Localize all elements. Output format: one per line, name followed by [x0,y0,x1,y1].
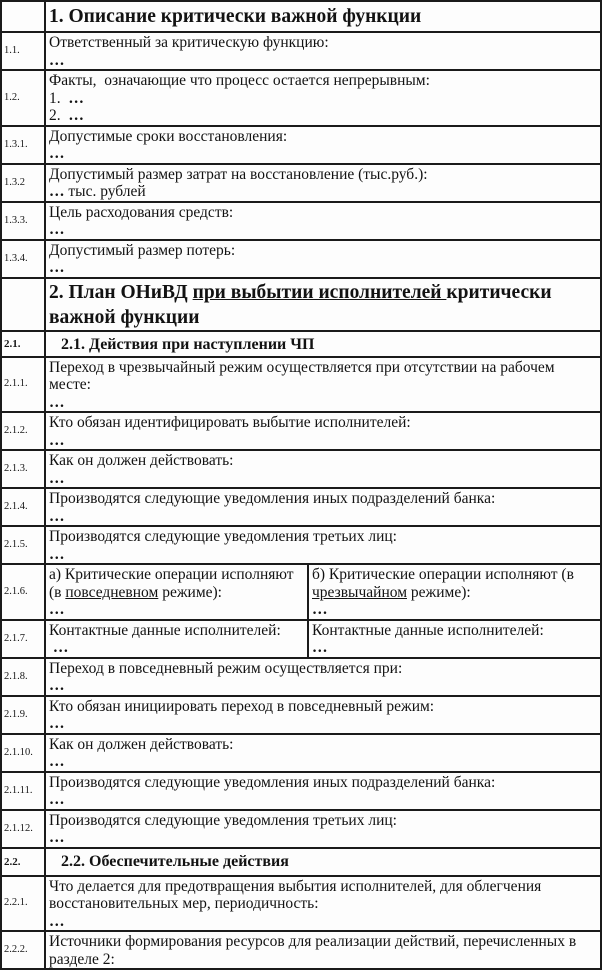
table-row [1,526,601,564]
row-content [45,412,601,450]
row-content [45,357,601,413]
field-placeholder: … [49,791,65,808]
row-number: 2.1.9. [1,696,45,734]
field-placeholder: … [312,639,328,656]
field-label: Кто обязан идентифицировать выбытие исполнителей: [49,414,411,431]
row-content-right [308,620,601,658]
field-placeholder: … [49,829,65,846]
table-row [1,810,601,848]
field-label: Факты, означающие что процесс остается непрерывным: [49,72,430,89]
field-label: Источники формирования ресурсов для реализации действий, перечисленных в разделе 2: [49,933,581,968]
row-content [45,772,601,810]
table-row [1,240,601,278]
row-content [45,696,601,734]
field-label: Ответственный за критическую функцию: [49,34,329,51]
table-row [1,734,601,772]
row-content [45,331,601,357]
row-number: 1.2. [1,70,45,126]
row-number: 2.2.1. [1,876,45,932]
row-content [45,126,601,164]
row-content-left [45,620,308,658]
field-placeholder: … [49,259,65,276]
field-label-part: а) Критические операции исполняют (в [49,566,298,601]
row-number: 1.3.4. [1,240,45,278]
field-placeholder: … [68,107,84,124]
field-placeholder: … [49,145,65,162]
field-label-underlined: повседневном [65,583,159,601]
row-number [1,1,45,32]
subsection-title: 2.2. Обеспечительные действия [61,852,289,870]
table-row [1,412,601,450]
field-label [312,566,598,601]
field-placeholder: … [49,507,65,525]
field-label [49,566,305,601]
row-number: 2.1.11. [1,772,45,810]
list-item [49,90,598,108]
field-placeholder: … [49,912,65,930]
table-row [1,32,601,70]
field-placeholder: … [49,183,65,200]
row-content [45,876,601,932]
row-content [45,488,601,526]
row-content [45,278,601,331]
row-number: 2.1.3. [1,450,45,488]
table-row [1,202,601,240]
table-row [1,848,601,876]
row-number: 2.1.8. [1,658,45,696]
row-content [45,734,601,772]
field-placeholder: … [49,469,65,487]
row-content [45,450,601,488]
field-label: Кто обязан инициировать переход в повседневный режим: [49,697,435,715]
field-label-part: б) Критические операции исполняют (в [312,566,578,583]
field-placeholder: … [49,221,65,238]
list-item-marker: 1. [49,89,69,107]
field-placeholder: … [49,639,69,656]
row-content [45,658,601,696]
field-label: Производятся следующие уведомления третьих лиц: [49,811,397,829]
row-content [45,202,601,240]
row-number: 2.1.5. [1,526,45,564]
table-row [1,620,601,658]
table-row [1,658,601,696]
field-label: Производятся следующие уведомления иных подразделений банка: [49,490,496,507]
field-placeholder: … [49,393,65,411]
row-content-left [45,564,308,620]
list-item [49,107,598,125]
list-item-marker: 2. [49,107,69,124]
row-number: 2.1.10. [1,734,45,772]
field-label: Переход в чрезвычайный режим осуществляется при отсутствии на рабочем месте: [49,358,559,393]
field-placeholder: … [49,601,65,618]
row-content [45,240,601,278]
row-content [45,164,601,202]
field-placeholder: … [312,601,328,618]
field-placeholder: … [49,431,65,449]
table-row [1,357,601,413]
field-label: Контактные данные исполнителей: [49,621,281,639]
row-content [45,848,601,876]
section-title-underlined: при выбытии исполнителей [192,281,447,303]
table-row [1,696,601,734]
row-number: 1.3.1. [1,126,45,164]
field-label: Производятся следующие уведомления иных подразделений банка: [49,773,496,791]
table-row [1,450,601,488]
table-row [1,278,601,331]
field-label: Производятся следующие уведомления третьих лиц: [49,528,397,545]
row-number: 1.1. [1,32,45,70]
row-number: 2.1.7. [1,620,45,658]
field-placeholder: … [49,753,65,770]
row-content [45,32,601,70]
field-label: Как он должен действовать: [49,452,234,469]
table-row [1,70,601,126]
table-row [1,331,601,357]
row-content [45,1,601,32]
table-row [1,772,601,810]
field-placeholder: … [49,677,65,694]
section-title-part: критически важной функции [49,281,557,328]
field-label: Цель расходования средств: [49,203,234,221]
row-number: 2.1.12. [1,810,45,848]
field-value-line [49,183,598,201]
field-placeholder: … [68,89,84,107]
section-title [49,280,598,330]
row-number: 2.2.2. [1,931,45,969]
field-label: Контактные данные исполнителей: [312,621,544,639]
field-label: Что делается для предотвращения выбытия исполнителей, для облегчения восстановительных мер, периодичность: [49,877,546,912]
table-row [1,126,601,164]
row-number: 2.1.6. [1,564,45,620]
table-row [1,164,601,202]
section-title: 1. Описание критически важной функции [49,6,422,27]
field-label: Допустимый размер затрат на восстановление (тыс.руб.): [49,165,428,183]
row-number: 1.3.3. [1,202,45,240]
table-row [1,931,601,969]
row-content [45,526,601,564]
field-label-part: режиме): [158,583,222,601]
row-number [1,278,45,331]
row-number: 1.3.2 [1,164,45,202]
row-number: 2.1.2. [1,412,45,450]
row-content [45,70,601,126]
field-placeholder: … [49,51,65,69]
table-row [1,564,601,620]
table-row [1,488,601,526]
table-row [1,876,601,932]
row-content-right [308,564,601,620]
row-number: 2.1.1. [1,357,45,413]
field-placeholder: … [49,715,65,732]
row-number: 2.2. [1,848,45,876]
field-label: Переход в повседневный режим осуществляется при: [49,659,403,677]
field-label: Как он должен действовать: [49,735,234,753]
field-label-part: режиме): [407,583,471,601]
field-label: Допустимые сроки восстановления: [49,127,288,145]
field-label: Допустимый размер потерь: [49,241,236,259]
row-number: 2.1.4. [1,488,45,526]
field-placeholder: … [49,545,65,563]
field-label-underlined: чрезвычайном [312,583,407,601]
field-unit: тыс. рублей [64,183,146,200]
section-title-part: 2. План ОНиВД [49,281,193,303]
row-content [45,810,601,848]
row-number: 2.1. [1,331,45,357]
subsection-title: 2.1. Действия при наступлении ЧП [61,335,315,353]
table-row [1,1,601,32]
row-content [45,931,601,969]
